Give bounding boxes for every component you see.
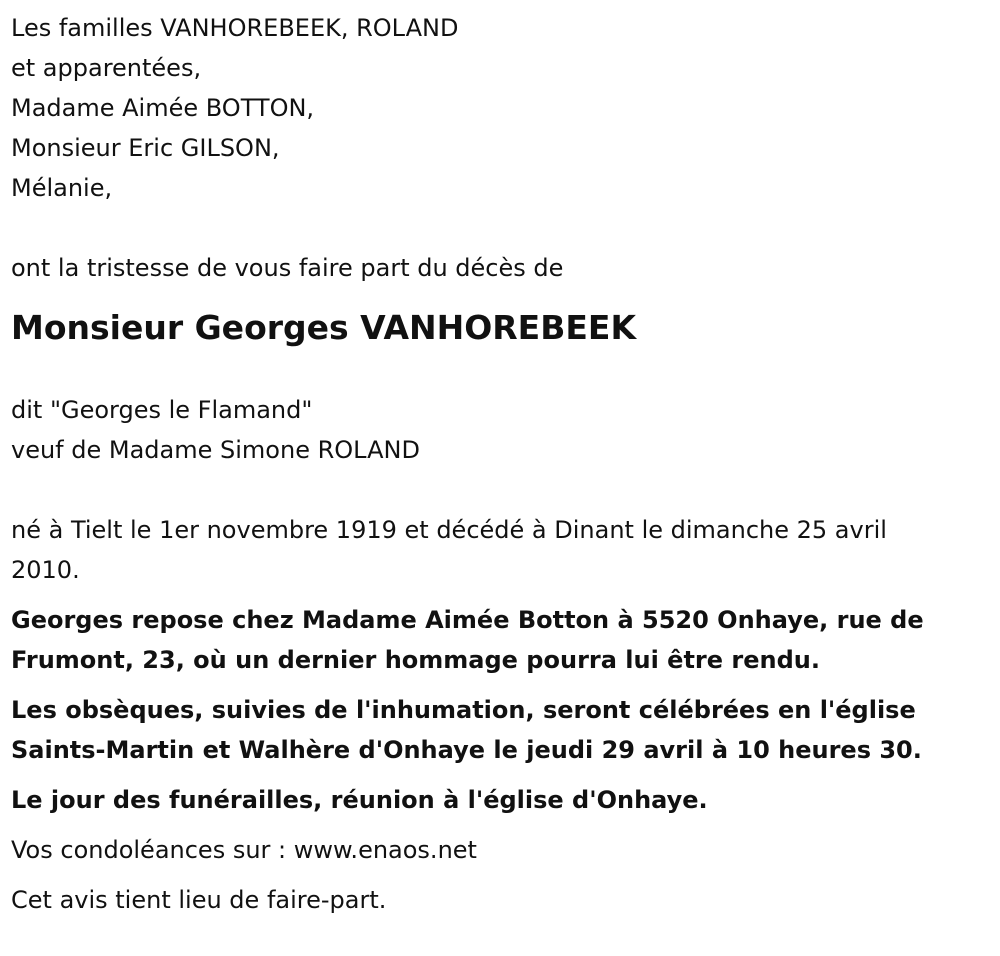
spacer — [11, 350, 1000, 390]
rest-line: Frumont, 23, où un dernier hommage pourra lui être rendu. — [11, 646, 820, 674]
spacer — [11, 680, 1000, 690]
funeral-paragraph — [11, 690, 1000, 770]
rest-paragraph — [11, 600, 1000, 680]
spacer — [11, 870, 1000, 880]
birth-death-paragraph — [11, 510, 1000, 590]
condolences-text: Vos condoléances sur : www.enaos.net — [11, 836, 477, 864]
funeral-line: Saints-Martin et Walhère d'Onhaye le jeudi 29 avril à 10 heures 30. — [11, 736, 922, 764]
nickname-text: dit "Georges le Flamand" — [11, 396, 313, 424]
family-line: Mélanie, — [11, 174, 113, 202]
family-list — [11, 8, 1000, 208]
spacer — [11, 770, 1000, 780]
meeting-text: Le jour des funérailles, réunion à l'église d'Onhaye. — [11, 786, 708, 814]
family-line: Les familles VANHOREBEEK, ROLAND — [11, 14, 459, 42]
rest-line: Georges repose chez Madame Aimée Botton à 5520 Onhaye, rue de — [11, 606, 924, 634]
spacer — [11, 820, 1000, 830]
funeral-line: Les obsèques, suivies de l'inhumation, seront célébrées en l'église — [11, 696, 916, 724]
announcement-text: ont la tristesse de vous faire part du décès de — [11, 254, 564, 282]
spacer — [11, 590, 1000, 600]
widower-text: veuf de Madame Simone ROLAND — [11, 436, 420, 464]
deceased-name: Monsieur Georges VANHOREBEEK — [11, 308, 637, 347]
birth-death-line: 2010. — [11, 556, 80, 584]
family-line: et apparentées, — [11, 54, 202, 82]
birth-death-line: né à Tielt le 1er novembre 1919 et décédé à Dinant le dimanche 25 avril — [11, 516, 887, 544]
spacer — [11, 470, 1000, 510]
spacer — [11, 208, 1000, 248]
family-line: Madame Aimée BOTTON, — [11, 94, 315, 122]
notice-text: Cet avis tient lieu de faire-part. — [11, 886, 387, 914]
family-line: Monsieur Eric GILSON, — [11, 134, 280, 162]
